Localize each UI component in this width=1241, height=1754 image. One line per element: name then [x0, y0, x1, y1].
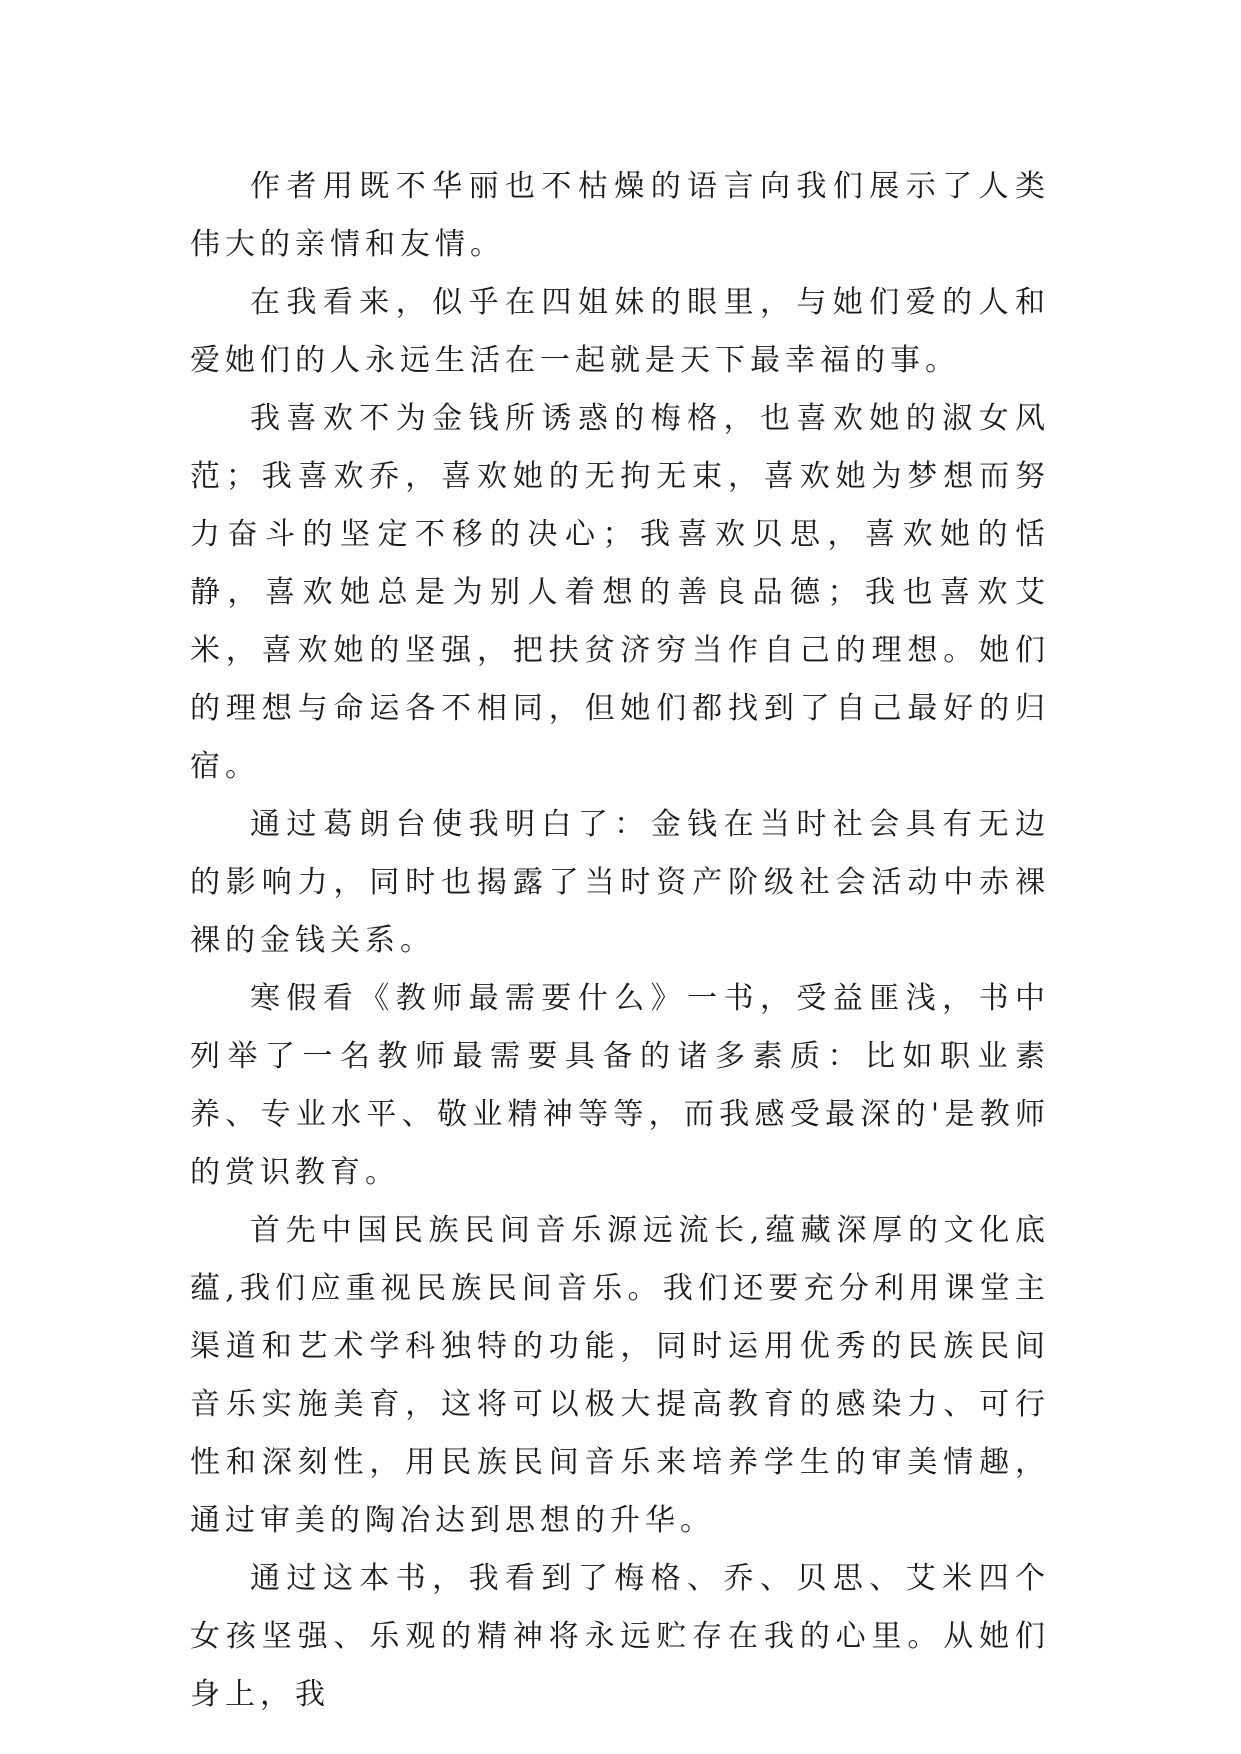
paragraph-7: 通过这本书，我看到了梅格、乔、贝思、艾米四个女孩坚强、乐观的精神将永远贮存在我的心里。从她们身上，我 [190, 1561, 1050, 1712]
paragraph-3: 我喜欢不为金钱所诱惑的梅格，也喜欢她的淑女风范；我喜欢乔，喜欢她的无拘无束，喜欢她为梦想而努力奋斗的坚定不移的决心；我喜欢贝思，喜欢她的恬静，喜欢她总是为别人着想的善良品德；我也喜欢艾米，喜欢她的坚强，把扶贫济穷当作自己的理想。她们的理想与命运各不相同，但她们都找到了自己最好的归宿。 [190, 401, 1050, 784]
paragraph-1: 作者用既不华丽也不枯燥的语言向我们展示了人类伟大的亲情和友情。 [190, 169, 1050, 262]
paragraph-2: 在我看来，似乎在四姐妹的眼里，与她们爱的人和爱她们的人永远生活在一起就是天下最幸福的事。 [190, 285, 1050, 378]
paragraph-4: 通过葛朗台使我明白了：金钱在当时社会具有无边的影响力，同时也揭露了当时资产阶级社会活动中赤裸裸的金钱关系。 [190, 807, 1050, 958]
body-text [190, 158, 1050, 1724]
paragraph-6: 首先中国民族民间音乐源远流长,蕴藏深厚的文化底蕴,我们应重视民族民间音乐。我们还要充分利用课堂主渠道和艺术学科独特的功能，同时运用优秀的民族民间音乐实施美育，这将可以极大提高教育的感染力、可行性和深刻性，用民族民间音乐来培养学生的审美情趣，通过审美的陶冶达到思想的升华。 [190, 1213, 1050, 1538]
paragraph-5: 寒假看《教师最需要什么》一书，受益匪浅，书中列举了一名教师最需要具备的诸多素质：比如职业素养、专业水平、敬业精神等等，而我感受最深的'是教师的赏识教育。 [190, 981, 1050, 1190]
